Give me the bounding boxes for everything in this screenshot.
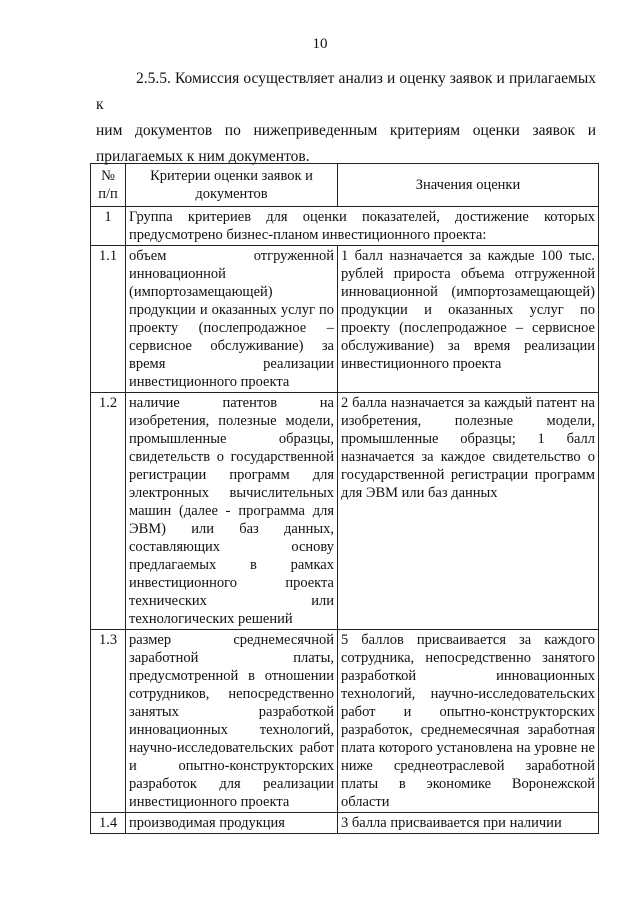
table-row [91, 813, 599, 834]
group-row [91, 207, 599, 246]
table-row [91, 393, 599, 630]
row-value: 2 балла назначается за каждый патент на изобретения, полезные модели, промышленные образцы; 1 балл назначается за каждое свидетельство о государственной регистрации программ для ЭВМ или баз данных [338, 393, 599, 630]
header-values: Значения оценки [338, 164, 599, 207]
header-num: № п/п [91, 164, 126, 207]
group-text: Группа критериев для оценки показателей, достижение которых предусмотрено бизнес-планом инвестиционного проекта: [126, 207, 599, 246]
row-value: 1 балл назначается за каждые 100 тыс. рублей прироста объема отгруженной инновационной (импортозамещающей) продукции и оказанных услуг по проекту (послепродажное – сервисное обслуживание) за время реализации инвестиционного проекта [338, 246, 599, 393]
group-num: 1 [91, 207, 126, 246]
intro-line-1: 2.5.5. Комиссия осуществляет анализ и оценку заявок и прилагаемых к [96, 70, 596, 113]
row-criterion: объем отгруженной инновационной (импортозамещающей) продукции и оказанных услуг по проекту (послепродажное – сервисное обслуживание) за время реализации инвестиционного проекта [126, 246, 338, 393]
intro-paragraph [96, 66, 596, 170]
table-row [91, 630, 599, 813]
row-value: 5 баллов присваивается за каждого сотрудника, непосредственно занятого разработкой инновационных технологий, научно-исследовательских работ и опытно-конструкторских разработок, среднемесячная заработная плата которого установлена на уровне не ниже среднеотраслевой заработной платы в экономике Воронежской области [338, 630, 599, 813]
row-criterion: размер среднемесячной заработной платы, предусмотренной в отношении сотрудников, непосредственно занятых разработкой инновационных технологий, научно-исследовательских работ и опытно-конструкторских разработок для реализации инвестиционного проекта [126, 630, 338, 813]
row-criterion: производимая продукция [126, 813, 338, 834]
row-num: 1.3 [91, 630, 126, 813]
header-criteria: Критерии оценки заявок и документов [126, 164, 338, 207]
row-num: 1.1 [91, 246, 126, 393]
table-row [91, 246, 599, 393]
page-number: 10 [312, 36, 328, 52]
row-num: 1.4 [91, 813, 126, 834]
intro-continuation: ним документов по нижеприведенным критериям оценки заявок и прилагаемых к ним документов. [96, 122, 596, 165]
row-value: 3 балла присваивается при наличии [338, 813, 599, 834]
row-num: 1.2 [91, 393, 126, 630]
table-header-row [91, 164, 599, 207]
criteria-table [90, 163, 599, 834]
row-criterion: наличие патентов на изобретения, полезные модели, промышленные образцы, свидетельств о государственной регистрации программ для электронных вычислительных машин (далее - программа для ЭВМ) или баз данных, составляющих основу предлагаемых в рамках инвестиционного проекта технических или технологических решений [126, 393, 338, 630]
